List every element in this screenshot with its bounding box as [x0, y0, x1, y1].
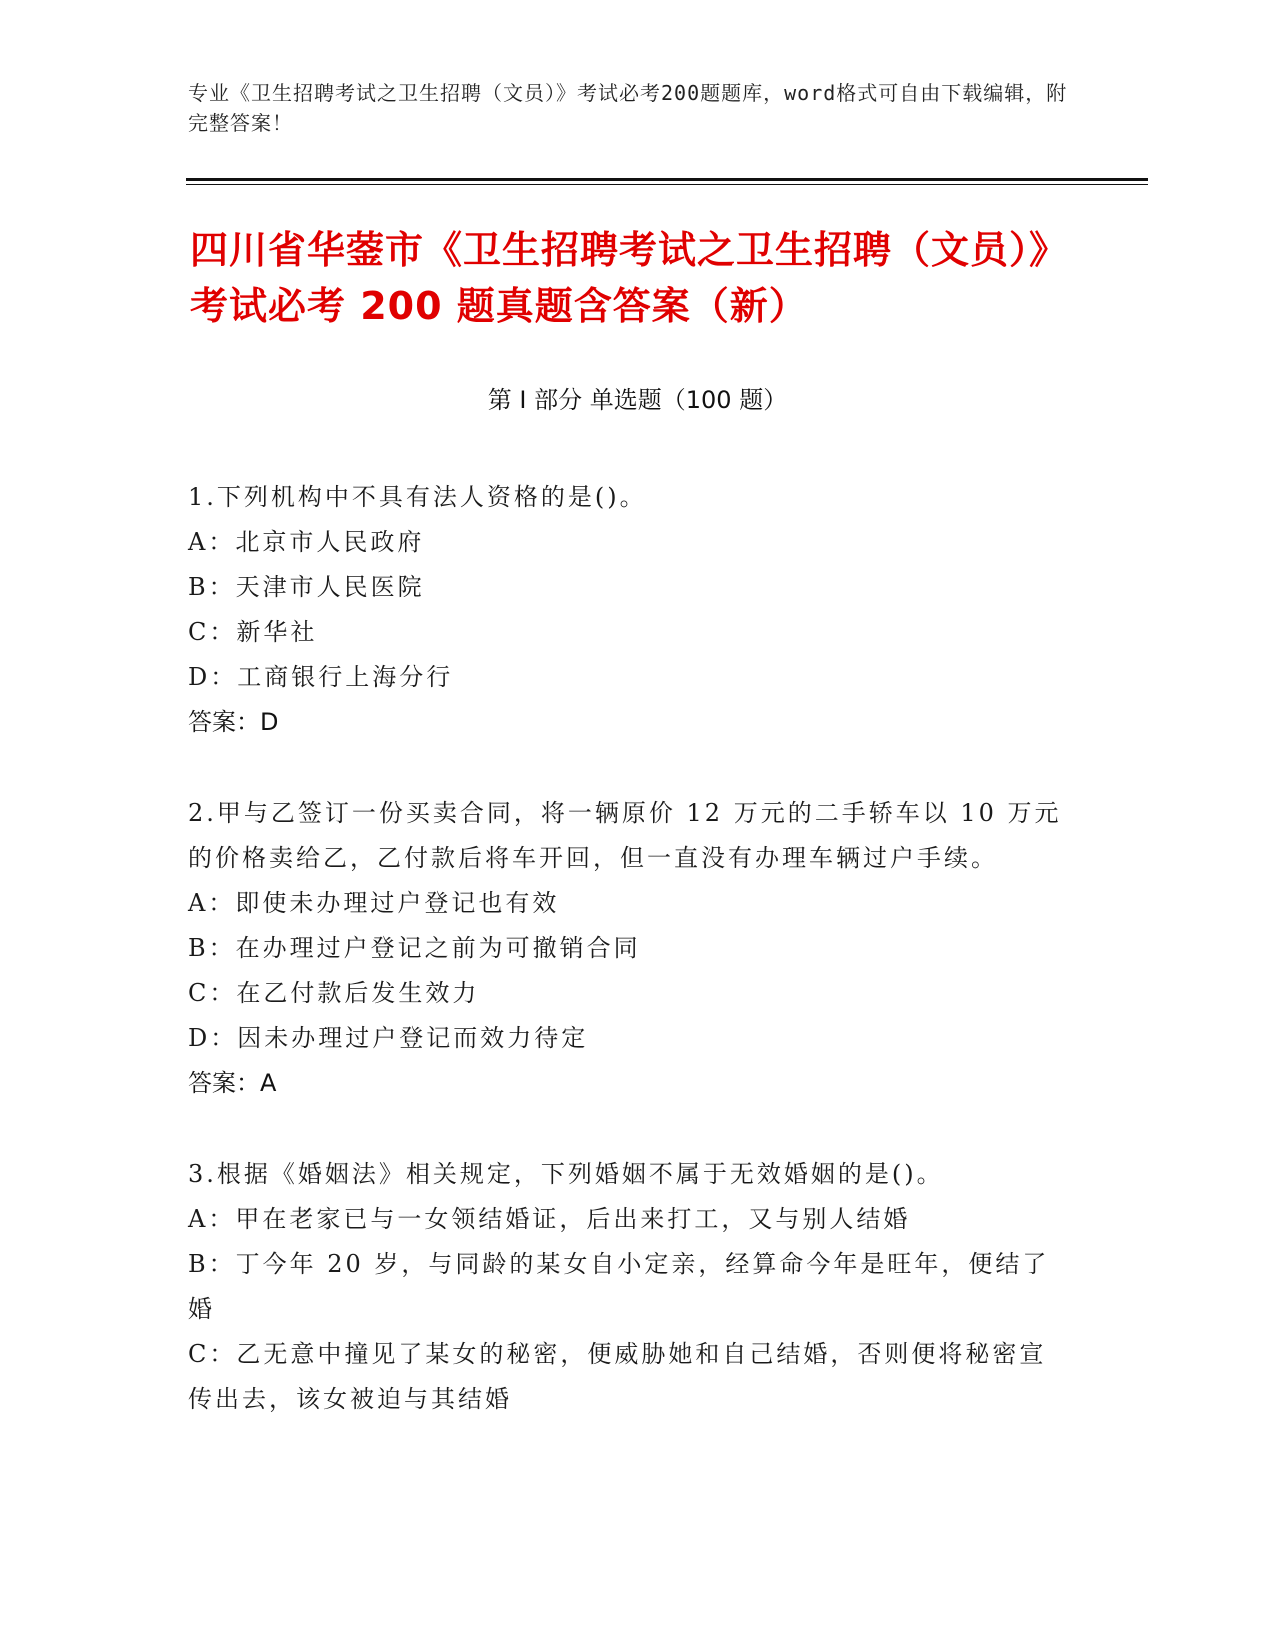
answer-line: 答案：A: [188, 1069, 277, 1097]
option-c: C：在乙付款后发生效力: [188, 979, 480, 1007]
question-stem: 3.根据《婚姻法》相关规定，下列婚姻不属于无效婚姻的是()。: [188, 1160, 944, 1188]
question-stem: 2.甲与乙签订一份买卖合同，将一辆原价 12 万元的二手轿车以 10 万元的价格卖给乙，乙付款后将车开回，但一直没有办理车辆过户手续。: [188, 799, 1062, 872]
option-a: A：甲在老家已与一女领结婚证，后出来打工，又与别人结婚: [188, 1205, 911, 1233]
option-c: C：新华社: [188, 618, 318, 646]
question-list: [188, 475, 1068, 1468]
option-d: D：工商银行上海分行: [188, 663, 454, 691]
header-note: 专业《卫生招聘考试之卫生招聘（文员）》考试必考200题题库，word格式可自由下载编辑，附完整答案！: [188, 81, 1068, 135]
section-title: 第 I 部分 单选题（100 题）: [487, 386, 788, 414]
option-b: B：天津市人民医院: [188, 573, 425, 601]
question-2: [188, 791, 1068, 1106]
option-c: C：乙无意中撞见了某女的秘密，便威胁她和自己结婚，否则便将秘密宣传出去，该女被迫与其结婚: [188, 1340, 1047, 1413]
option-a: A：即使未办理过户登记也有效: [188, 889, 560, 917]
option-b: B：丁今年 20 岁，与同龄的某女自小定亲，经算命今年是旺年，便结了婚: [188, 1250, 1050, 1323]
option-a: A：北京市人民政府: [188, 528, 425, 556]
question-1: [188, 475, 1068, 745]
document-title: 四川省华蓥市《卫生招聘考试之卫生招聘（文员）》考试必考 200 题真题含答案（新）: [190, 228, 1069, 328]
question-stem: 1.下列机构中不具有法人资格的是()。: [188, 483, 647, 511]
question-3: [188, 1152, 1068, 1422]
header-divider-thin: [186, 184, 1148, 185]
option-b: B：在办理过户登记之前为可撤销合同: [188, 934, 641, 962]
answer-line: 答案：D: [188, 708, 279, 736]
header-divider-thick: [186, 178, 1148, 181]
option-d: D：因未办理过户登记而效力待定: [188, 1024, 589, 1052]
